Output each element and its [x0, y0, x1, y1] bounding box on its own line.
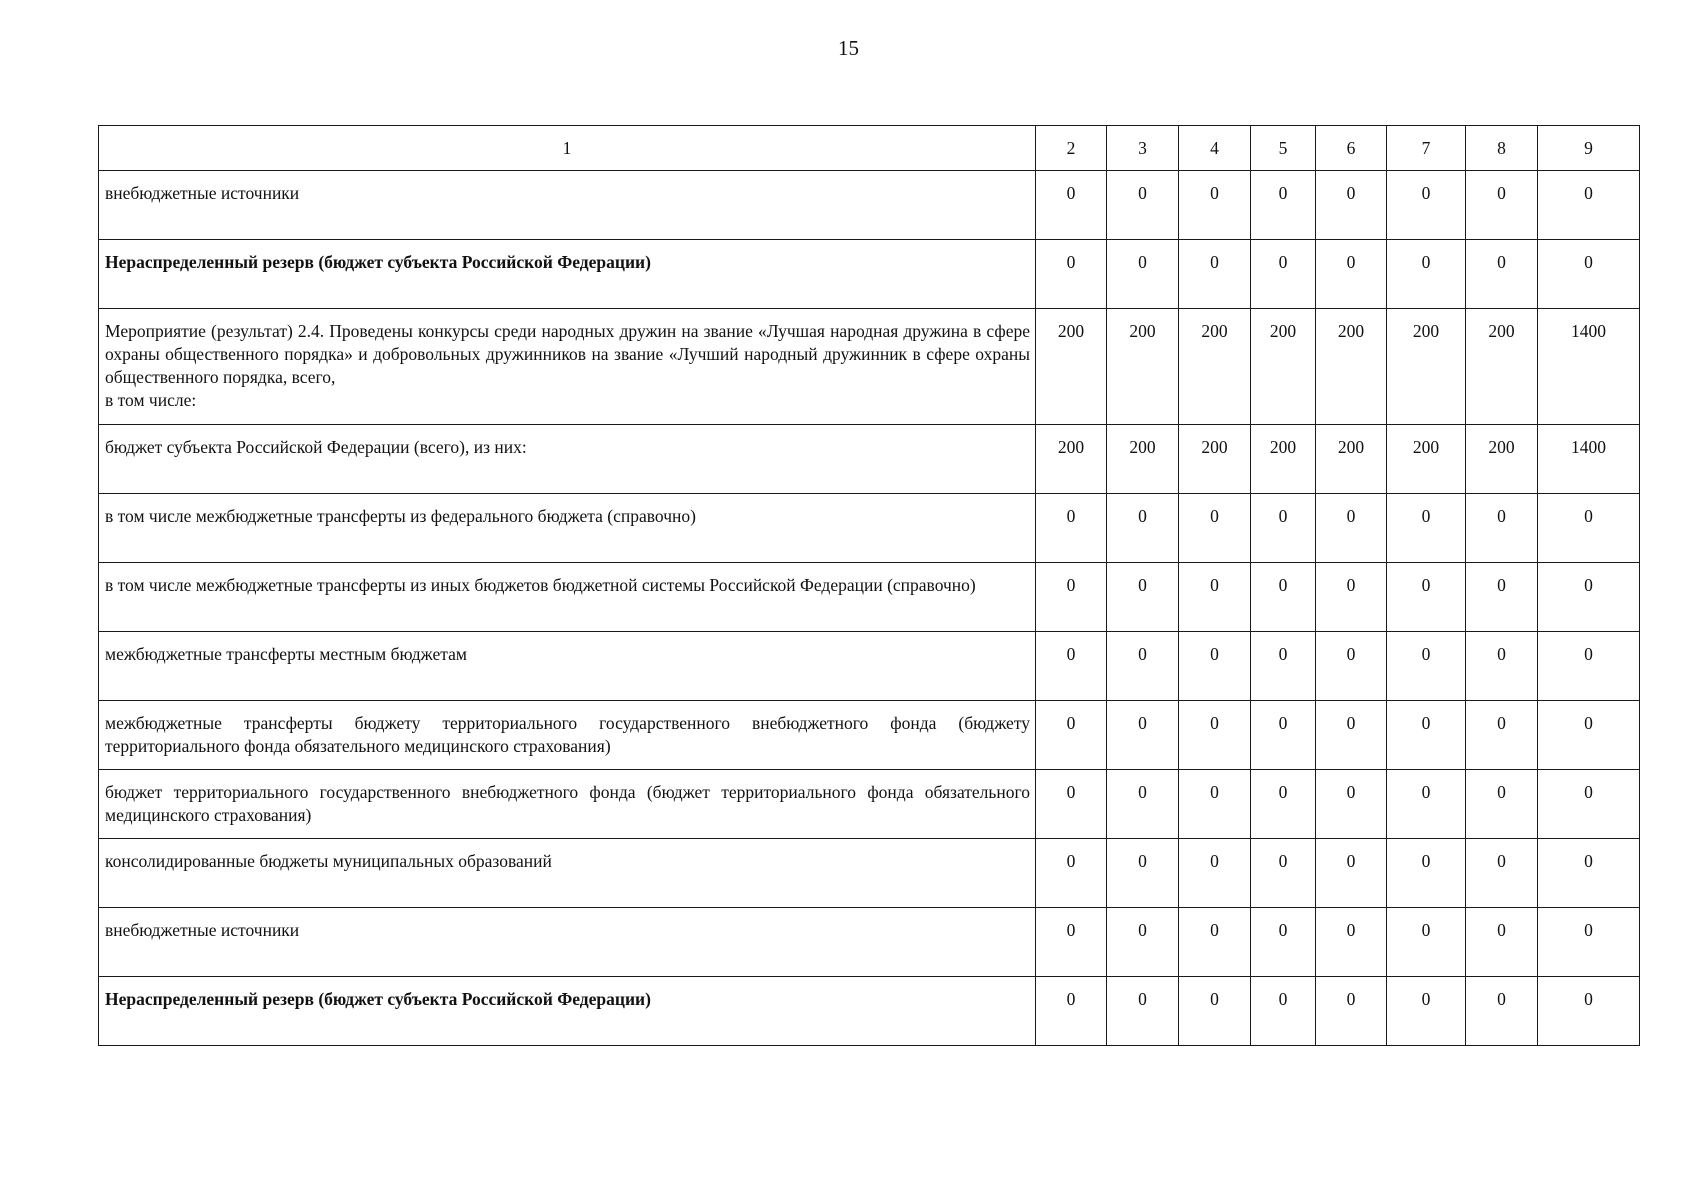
row-value: 0 — [1466, 977, 1538, 1046]
table-row — [99, 240, 1640, 309]
header-row — [99, 126, 1640, 171]
row-value: 0 — [1251, 171, 1316, 240]
row-value: 0 — [1538, 171, 1640, 240]
budget-table — [98, 125, 1640, 1046]
row-value: 0 — [1316, 770, 1387, 839]
row-value: 0 — [1179, 171, 1251, 240]
row-value: 0 — [1179, 908, 1251, 977]
row-value: 0 — [1251, 977, 1316, 1046]
row-value: 0 — [1466, 240, 1538, 309]
row-value: 0 — [1251, 839, 1316, 908]
row-value: 200 — [1179, 309, 1251, 425]
table-row — [99, 171, 1640, 240]
row-value: 0 — [1387, 701, 1466, 770]
row-value: 0 — [1036, 494, 1107, 563]
table-row — [99, 425, 1640, 494]
column-header: 8 — [1466, 126, 1538, 171]
column-header: 3 — [1107, 126, 1179, 171]
row-value: 200 — [1466, 309, 1538, 425]
table-row — [99, 563, 1640, 632]
row-value: 0 — [1036, 240, 1107, 309]
column-header: 5 — [1251, 126, 1316, 171]
row-value: 0 — [1036, 701, 1107, 770]
row-value: 0 — [1316, 171, 1387, 240]
table-row — [99, 977, 1640, 1046]
row-value: 200 — [1387, 425, 1466, 494]
row-label: межбюджетные трансферты местным бюджетам — [99, 632, 1036, 701]
row-value: 200 — [1107, 309, 1179, 425]
row-label: бюджет субъекта Российской Федерации (всего), из них: — [99, 425, 1036, 494]
row-value: 0 — [1107, 171, 1179, 240]
row-value: 0 — [1107, 770, 1179, 839]
row-value: 200 — [1179, 425, 1251, 494]
column-header: 9 — [1538, 126, 1640, 171]
row-value: 0 — [1251, 240, 1316, 309]
table-row — [99, 494, 1640, 563]
budget-table-container — [98, 125, 1640, 1046]
row-value: 0 — [1538, 908, 1640, 977]
row-value: 0 — [1251, 770, 1316, 839]
table-body — [99, 171, 1640, 1046]
row-value: 0 — [1179, 494, 1251, 563]
column-header: 1 — [99, 126, 1036, 171]
row-value: 0 — [1316, 839, 1387, 908]
row-label: в том числе межбюджетные трансферты из федерального бюджета (справочно) — [99, 494, 1036, 563]
row-label: консолидированные бюджеты муниципальных образований — [99, 839, 1036, 908]
row-value: 200 — [1387, 309, 1466, 425]
row-value: 0 — [1107, 839, 1179, 908]
row-value: 1400 — [1538, 425, 1640, 494]
row-value: 0 — [1179, 770, 1251, 839]
row-value: 0 — [1036, 632, 1107, 701]
table-row — [99, 309, 1640, 425]
row-value: 0 — [1107, 240, 1179, 309]
row-value: 0 — [1036, 770, 1107, 839]
row-value: 0 — [1316, 563, 1387, 632]
row-value: 0 — [1251, 908, 1316, 977]
column-header: 2 — [1036, 126, 1107, 171]
row-value: 0 — [1107, 977, 1179, 1046]
row-value: 0 — [1179, 839, 1251, 908]
row-value: 0 — [1251, 632, 1316, 701]
column-header: 7 — [1387, 126, 1466, 171]
row-value: 200 — [1316, 425, 1387, 494]
row-label: Нераспределенный резерв (бюджет субъекта Российской Федерации) — [99, 977, 1036, 1046]
row-value: 0 — [1538, 563, 1640, 632]
row-value: 0 — [1466, 632, 1538, 701]
row-value: 200 — [1251, 425, 1316, 494]
row-value: 0 — [1179, 563, 1251, 632]
row-label: внебюджетные источники — [99, 908, 1036, 977]
row-value: 0 — [1179, 977, 1251, 1046]
row-value: 0 — [1387, 240, 1466, 309]
row-value: 0 — [1316, 977, 1387, 1046]
row-value: 0 — [1036, 908, 1107, 977]
row-value: 0 — [1179, 632, 1251, 701]
row-label: Мероприятие (результат) 2.4. Проведены конкурсы среди народных дружин на звание «Лучшая народная дружина в сфере охраны общественного порядка» и добровольных дружинников на звание «Лучший народный дружинник в сфере охраны общественного порядка, всего, в том числе: — [99, 309, 1036, 425]
row-value: 0 — [1538, 632, 1640, 701]
row-value: 0 — [1107, 494, 1179, 563]
row-value: 200 — [1107, 425, 1179, 494]
row-value: 200 — [1316, 309, 1387, 425]
row-value: 0 — [1107, 632, 1179, 701]
row-value: 0 — [1107, 563, 1179, 632]
row-value: 0 — [1107, 701, 1179, 770]
row-value: 0 — [1036, 563, 1107, 632]
row-value: 0 — [1316, 701, 1387, 770]
row-value: 0 — [1387, 171, 1466, 240]
row-value: 0 — [1036, 839, 1107, 908]
row-value: 0 — [1107, 908, 1179, 977]
row-value: 0 — [1466, 908, 1538, 977]
row-value: 0 — [1251, 494, 1316, 563]
row-value: 0 — [1316, 240, 1387, 309]
row-value: 0 — [1251, 563, 1316, 632]
row-value: 0 — [1466, 494, 1538, 563]
row-label: Нераспределенный резерв (бюджет субъекта Российской Федерации) — [99, 240, 1036, 309]
row-value: 200 — [1036, 425, 1107, 494]
row-value: 0 — [1387, 770, 1466, 839]
row-value: 0 — [1036, 977, 1107, 1046]
row-value: 0 — [1179, 701, 1251, 770]
row-value: 0 — [1466, 171, 1538, 240]
row-value: 0 — [1316, 494, 1387, 563]
row-label: бюджет территориального государственного внебюджетного фонда (бюджет территориального фонда обязательного медицинского страхования) — [99, 770, 1036, 839]
row-value: 0 — [1538, 977, 1640, 1046]
table-row — [99, 908, 1640, 977]
row-value: 0 — [1387, 977, 1466, 1046]
row-value: 0 — [1316, 908, 1387, 977]
column-header: 6 — [1316, 126, 1387, 171]
row-label: внебюджетные источники — [99, 171, 1036, 240]
row-label: в том числе межбюджетные трансферты из иных бюджетов бюджетной системы Российской Федерации (справочно) — [99, 563, 1036, 632]
row-value: 0 — [1179, 240, 1251, 309]
row-value: 0 — [1466, 839, 1538, 908]
row-value: 0 — [1387, 563, 1466, 632]
table-row — [99, 770, 1640, 839]
row-value: 200 — [1466, 425, 1538, 494]
row-value: 0 — [1251, 701, 1316, 770]
row-value: 0 — [1538, 240, 1640, 309]
row-value: 200 — [1251, 309, 1316, 425]
row-value: 0 — [1316, 632, 1387, 701]
row-label: межбюджетные трансферты бюджету территориального государственного внебюджетного фонда (бюджету территориального фонда обязательного медицинского страхования) — [99, 701, 1036, 770]
row-value: 0 — [1036, 171, 1107, 240]
row-value: 200 — [1036, 309, 1107, 425]
row-value: 0 — [1387, 839, 1466, 908]
table-row — [99, 632, 1640, 701]
row-value: 0 — [1466, 563, 1538, 632]
row-value: 0 — [1538, 701, 1640, 770]
row-value: 0 — [1387, 908, 1466, 977]
table-row — [99, 701, 1640, 770]
page-number: 15 — [838, 36, 859, 60]
row-value: 0 — [1387, 494, 1466, 563]
row-value: 1400 — [1538, 309, 1640, 425]
row-value: 0 — [1387, 632, 1466, 701]
row-value: 0 — [1466, 701, 1538, 770]
column-header: 4 — [1179, 126, 1251, 171]
row-value: 0 — [1466, 770, 1538, 839]
row-value: 0 — [1538, 770, 1640, 839]
table-row — [99, 839, 1640, 908]
row-value: 0 — [1538, 839, 1640, 908]
row-value: 0 — [1538, 494, 1640, 563]
